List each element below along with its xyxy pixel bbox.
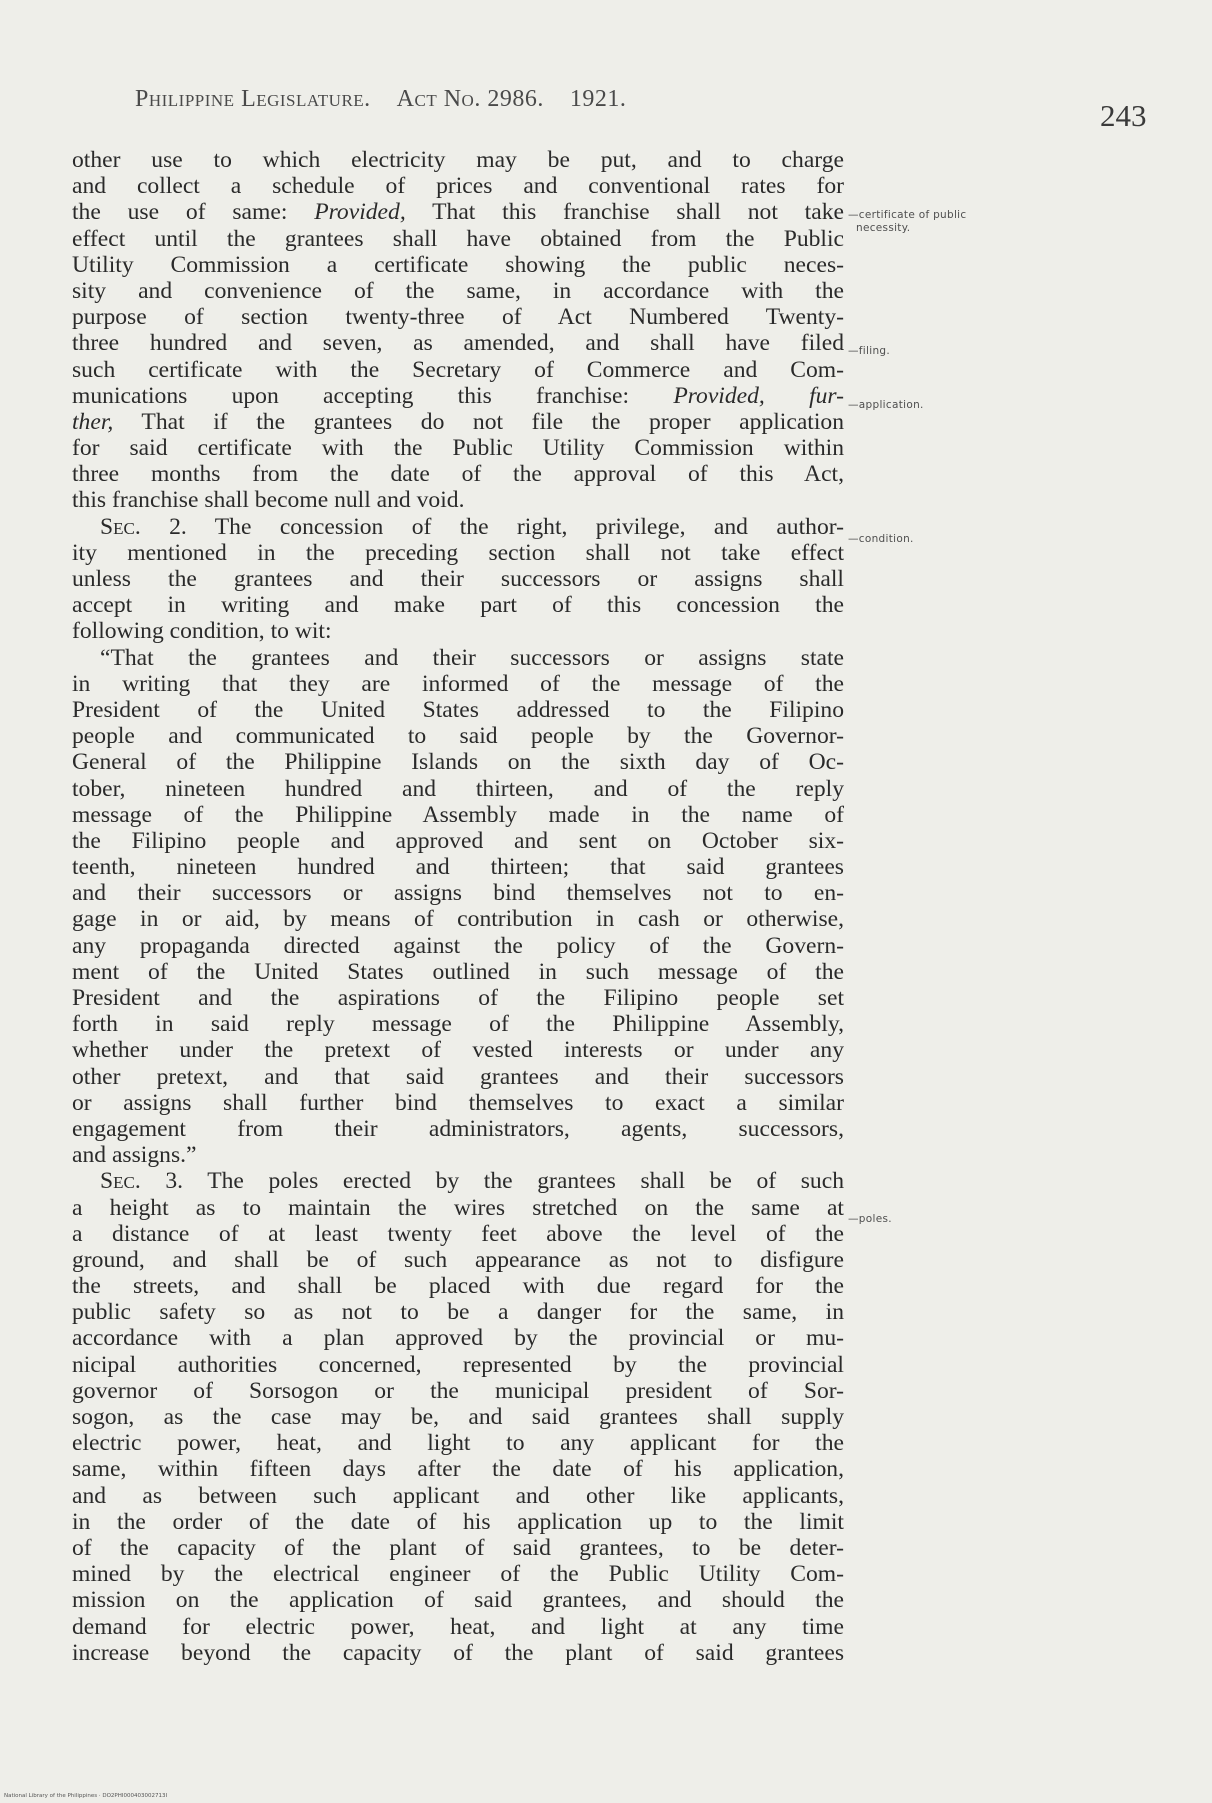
text-line: following condition, to wit: xyxy=(72,618,332,645)
text-line: other pretext, and that said grantees and their successors xyxy=(72,1063,844,1090)
text-line: whether under the pretext of vested interests or under any xyxy=(72,1037,844,1064)
text-line: and assigns.” xyxy=(72,1142,197,1169)
text-line: electric power, heat, and light to any applicant for the xyxy=(72,1430,844,1457)
text-line: President and the aspirations of the Filipino people set xyxy=(72,985,844,1011)
margin-note-application: —application. xyxy=(848,399,924,411)
text-line: munications upon accepting this franchise: Provided, fur- xyxy=(72,382,844,409)
text-line: sity and convenience of the same, in accordance with the xyxy=(72,277,844,304)
text-line: nicipal authorities concerned, represented by the provincial xyxy=(72,1351,844,1378)
text-line: of the capacity of the plant of said grantees, to be deter- xyxy=(72,1534,844,1561)
text-line: or assigns shall further bind themselves to exact a similar xyxy=(72,1089,844,1116)
text-line: in writing that they are informed of the message of the xyxy=(72,670,844,697)
text-line: increase beyond the capacity of the plant of said grantees xyxy=(72,1639,844,1666)
text-line: such certificate with the Secretary of Commerce and Com- xyxy=(72,356,844,383)
text-line: President of the United States addressed to the Filipino xyxy=(72,696,844,723)
text-line: unless the grantees and their successors or assigns shall xyxy=(72,566,844,592)
text-line: the use of same: Provided, That this franchise shall not take xyxy=(72,199,844,226)
text-line: General of the Philippine Islands on the sixth day of Oc- xyxy=(72,749,844,776)
text-line: engagement from their administrators, agents, successors, xyxy=(72,1115,844,1142)
margin-note-certificate-line2: necessity. xyxy=(856,222,911,234)
text-line: ity mentioned in the preceding section shall not take effect xyxy=(72,539,844,566)
text-line: Utility Commission a certificate showing the public neces- xyxy=(72,251,844,278)
text-line: people and communicated to said people by the Governor- xyxy=(72,723,844,750)
margin-note-certificate xyxy=(848,209,966,235)
text-line: mined by the electrical engineer of the Public Utility Com- xyxy=(72,1561,844,1588)
running-header xyxy=(135,86,805,113)
page-number: 243 xyxy=(1100,98,1147,133)
text-line: a distance of at least twenty feet above the level of the xyxy=(72,1220,844,1247)
act-number: Act No. 2986. xyxy=(396,86,544,112)
text-line: same, within fifteen days after the date of his application, xyxy=(72,1456,844,1483)
text-line: the streets, and shall be placed with due regard for the xyxy=(72,1273,844,1300)
text-line: accordance with a plan approved by the provincial or mu- xyxy=(72,1325,844,1352)
text-line: effect until the grantees shall have obtained from the Public xyxy=(72,225,844,252)
quoted-condition-start: “That the grantees and their successors or assigns state xyxy=(100,644,844,671)
section-3-start: Sec. 3. The poles erected by the grantees shall be of such xyxy=(100,1168,844,1195)
text-line: the Filipino people and approved and sent on October six- xyxy=(72,827,844,854)
text-line: and their successors or assigns bind themselves not to en- xyxy=(72,880,844,907)
scan-source-footer: National Library of the Philippines · DO2PHI000403002713I xyxy=(4,1793,168,1799)
text-line: ment of the United States outlined in such message of the xyxy=(72,958,844,985)
text-line: three months from the date of the approval of this Act, xyxy=(72,461,844,488)
text-line: this franchise shall become null and void. xyxy=(72,487,465,514)
text-line: in the order of the date of his application up to the limit xyxy=(72,1508,844,1535)
text-line: a height as to maintain the wires stretched on the same at xyxy=(72,1194,844,1221)
text-line: demand for electric power, heat, and light at any time xyxy=(72,1613,844,1640)
year: 1921. xyxy=(569,86,627,112)
text-line: teenth, nineteen hundred and thirteen; that said grantees xyxy=(72,854,844,881)
text-line: sogon, as the case may be, and said grantees shall supply xyxy=(72,1404,844,1430)
text-line: governor of Sorsogon or the municipal president of Sor- xyxy=(72,1377,844,1404)
text-line: gage in or aid, by means of contribution in cash or otherwise, xyxy=(72,906,844,933)
text-line: purpose of section twenty-three of Act Numbered Twenty- xyxy=(72,304,844,331)
text-line: forth in said reply message of the Philippine Assembly, xyxy=(72,1011,844,1038)
text-line: other use to which electricity may be put, and to charge xyxy=(72,147,844,173)
text-line: ther, That if the grantees do not file the proper application xyxy=(72,408,844,435)
text-line: for said certificate with the Public Utility Commission within xyxy=(72,435,844,462)
text-line: three hundred and seven, as amended, and shall have filed xyxy=(72,330,844,357)
text-line: and as between such applicant and other like applicants, xyxy=(72,1482,844,1509)
margin-note-condition: —condition. xyxy=(848,533,914,545)
text-line: tober, nineteen hundred and thirteen, and of the reply xyxy=(72,775,844,802)
text-line: accept in writing and make part of this concession the xyxy=(72,592,844,619)
margin-note-filing: —filing. xyxy=(848,345,891,357)
text-line: public safety so as not to be a danger for the same, in xyxy=(72,1299,844,1326)
text-line: and collect a schedule of prices and conventional rates for xyxy=(72,173,844,200)
text-line: mission on the application of said grantees, and should the xyxy=(72,1587,844,1614)
section-2-start: Sec. 2. The concession of the right, privilege, and author- xyxy=(100,513,844,540)
body-text xyxy=(72,147,844,1666)
margin-note-certificate-line1: —certificate of public xyxy=(848,209,967,221)
text-line: ground, and shall be of such appearance as not to disfigure xyxy=(72,1246,844,1273)
margin-note-poles: —poles. xyxy=(848,1213,892,1225)
running-title: Philippine Legislature. xyxy=(135,86,371,112)
text-line: message of the Philippine Assembly made in the name of xyxy=(72,801,844,828)
text-line: any propaganda directed against the policy of the Govern- xyxy=(72,932,844,959)
